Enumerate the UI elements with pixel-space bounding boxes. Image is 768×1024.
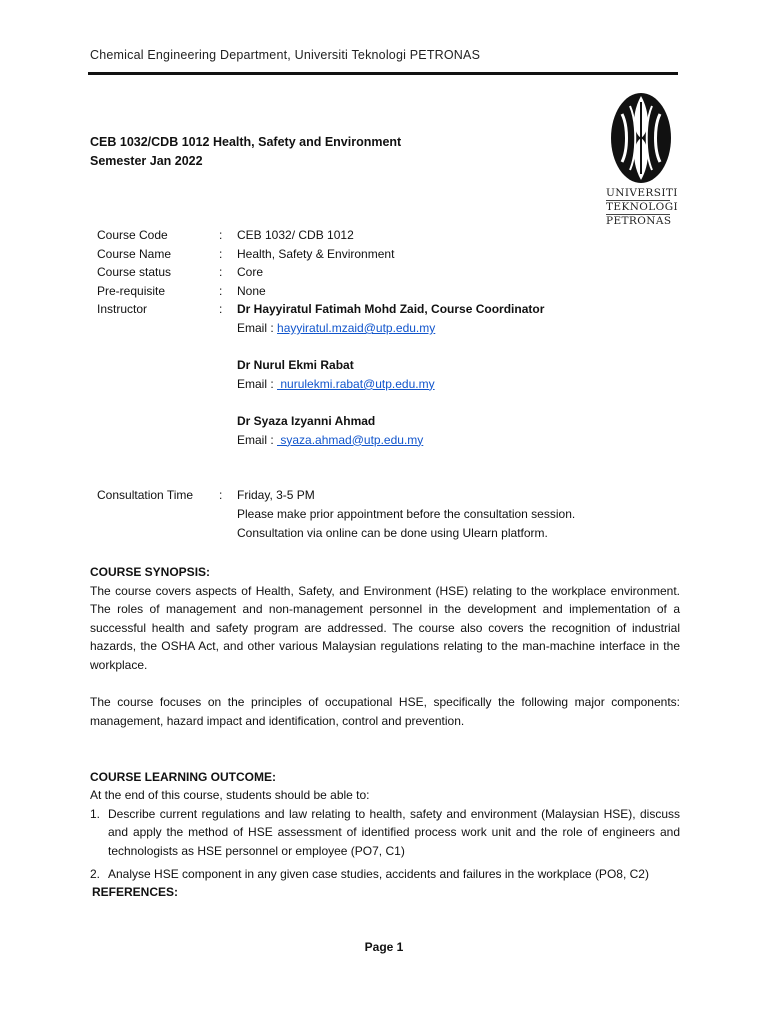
instructor-name: Dr Hayyiratul Fatimah Mohd Zaid, Course Coordinator — [237, 302, 545, 317]
consultation-line: Friday, 3-5 PM — [237, 488, 315, 503]
spacer — [90, 675, 680, 694]
course-title: CEB 1032/CDB 1012 Health, Safety and Environment — [90, 135, 402, 149]
instructor-label: Instructor — [97, 302, 148, 317]
list-number: 1. — [90, 806, 101, 821]
email-label: Email : — [237, 320, 278, 335]
info-row — [97, 263, 637, 282]
info-colon: : — [219, 302, 223, 317]
header-department: Chemical Engineering Department, Universiti Teknologi PETRONAS — [90, 48, 481, 62]
info-row — [97, 282, 637, 301]
instructor-name: Dr Syaza Izyanni Ahmad — [237, 413, 376, 428]
page-number: Page 1 — [364, 940, 404, 954]
utp-emblem-icon — [610, 92, 672, 184]
course-semester: Semester Jan 2022 — [90, 154, 203, 168]
consultation-details — [237, 486, 637, 542]
instructor-email-link[interactable]: syaza.ahmad@utp.edu.my — [277, 432, 424, 447]
instructor-list — [237, 300, 637, 449]
spacer — [97, 468, 637, 487]
logo-word-1: UNIVERSITI — [606, 187, 678, 199]
info-colon: : — [219, 228, 223, 242]
list-text: Describe current regulations and law relating to health, safety and environment (Malaysian HSE), discuss and apply the method of HSE assessment of identified process work unit and the role of engineers and technologists as HSE personnel or employee (PO7, C1) — [108, 806, 680, 858]
spacer — [237, 338, 637, 357]
info-colon: : — [219, 283, 223, 298]
spacer — [90, 749, 680, 768]
course-info-table — [97, 226, 637, 542]
outcome-heading: COURSE LEARNING OUTCOME: — [90, 769, 276, 784]
references-heading: REFERENCES: — [92, 885, 179, 900]
consultation-label: Consultation Time — [97, 488, 194, 503]
instructor-email-line — [237, 319, 637, 338]
info-value: CEB 1032/ CDB 1012 — [237, 228, 354, 242]
info-colon: : — [219, 265, 223, 280]
info-row — [97, 245, 637, 264]
info-label: Pre-requisite — [97, 283, 166, 298]
email-label: Email : — [237, 376, 278, 391]
outcome-list-item — [90, 865, 680, 884]
info-value: Core — [237, 265, 264, 280]
info-label: Course Name — [97, 246, 172, 261]
info-colon: : — [219, 488, 223, 503]
info-label: Course status — [97, 265, 172, 280]
consultation-line: Consultation via online can be done using Ulearn platform. — [237, 525, 548, 540]
synopsis-paragraph: The course covers aspects of Health, Safety, and Environment (HSE) relating to the workplace environment. The roles of management and non-management personnel in the development and implementation of a successful health and safety program are addressed. The course also covers the recognition of industrial hazards, the OSHA Act, and other various Malaysian regulations relating to the man-machine interface in the workplace. — [90, 583, 680, 672]
logo-word-3: PETRONAS — [606, 215, 672, 227]
info-label: Course Code — [97, 228, 168, 242]
outcome-intro: At the end of this course, students should be able to: — [90, 788, 370, 803]
synopsis-heading: COURSE SYNOPSIS: — [90, 565, 211, 579]
instructor-row — [97, 300, 637, 449]
instructor-email-line — [237, 431, 637, 450]
instructor-email-line — [237, 375, 637, 394]
info-row — [97, 226, 637, 245]
consultation-row — [97, 486, 637, 542]
instructor-email-link[interactable]: nurulekmi.rabat@utp.edu.my — [277, 376, 435, 391]
info-value: Health, Safety & Environment — [237, 246, 395, 261]
info-value: None — [237, 283, 266, 298]
logo-word-2: TEKNOLOGI — [606, 201, 679, 213]
consultation-line: Please make prior appointment before the consultation session. — [237, 506, 576, 521]
email-label: Email : — [237, 432, 278, 447]
outcome-list-item — [90, 805, 680, 861]
spacer — [97, 449, 637, 468]
synopsis-paragraph: The course focuses on the principles of occupational HSE, specifically the following major components: management, hazard impact and identification, control and prevention. — [90, 695, 680, 728]
instructor-email-link[interactable]: hayyiratul.mzaid@utp.edu.my — [277, 320, 436, 335]
header-rule — [88, 72, 678, 75]
utp-logo — [606, 92, 680, 227]
course-title-block — [90, 133, 401, 171]
spacer — [237, 393, 637, 412]
list-number: 2. — [90, 866, 101, 881]
course-body — [90, 563, 680, 902]
spacer — [90, 730, 680, 749]
instructor-name: Dr Nurul Ekmi Rabat — [237, 358, 354, 373]
list-text: Analyse HSE component in any given case studies, accidents and failures in the workplace (PO8, C2) — [108, 866, 649, 881]
info-colon: : — [219, 246, 223, 261]
